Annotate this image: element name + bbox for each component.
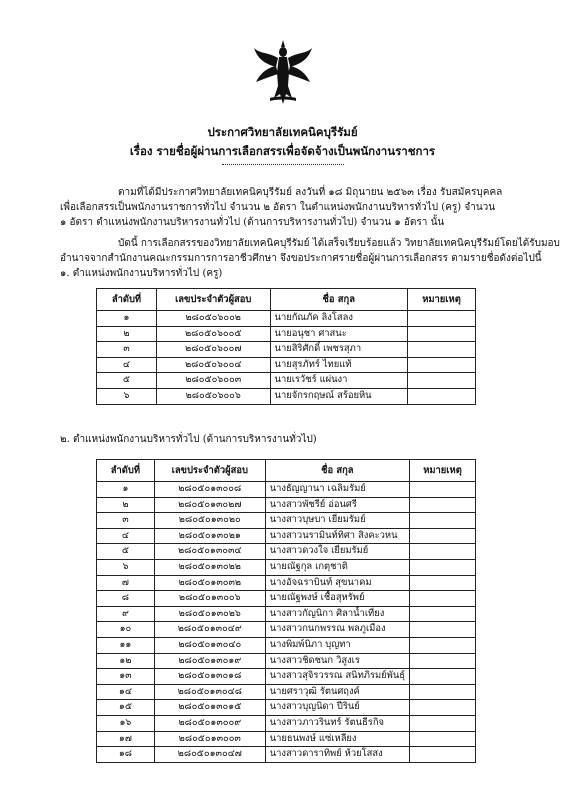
table-position-general-admin (96, 459, 476, 763)
section-2-heading: ๒. ตำแหน่งพนักงานบริหารทั่วไป (ด้านการบริหารงานทั่วไป) (60, 434, 317, 445)
table-row (97, 342, 476, 358)
announcement-title: ประกาศวิทยาลัยเทคนิคบุรีรัมย์ (207, 125, 358, 139)
table-row (97, 684, 476, 700)
candidate-name: นางสาวนรามินท์ทิศา สิงคะวหน (265, 528, 409, 544)
candidate-id: ๒๘๐๕๐๑๓๐๔๙ (154, 622, 265, 638)
table-row (97, 373, 476, 389)
row-number: ๑๔ (97, 684, 155, 700)
row-note (407, 357, 475, 373)
table-row (97, 497, 476, 513)
row-number: ๒ (97, 497, 155, 513)
paragraph-2-line-2: อำนาจจากสำนักงานคณะกรรมการการอาชีวศึกษา จึงขอประกาศรายชื่อผู้ผ่านการเลือกสรร ตามรายชื่อดังต่อไปนี้ (60, 253, 542, 264)
header-name: ชื่อ สกุล (270, 289, 407, 311)
candidate-name: นายจักรกฤษณ์ สร้อยหิน (270, 388, 407, 404)
candidate-id: ๒๘๐๕๐๑๓๐๑๙ (154, 653, 265, 669)
candidate-name: นายสิริศักดิ์ เพชรสุภา (270, 342, 407, 358)
table-row (97, 591, 476, 607)
announcement-subject: เรื่อง รายชื่อผู้ผ่านการเลือกสรรเพื่อจัดจ้างเป็นพนักงานราชการ (129, 144, 436, 158)
candidate-name: นายอนุชา ศาสนะ (270, 326, 407, 342)
candidate-id: ๒๘๐๕๐๑๓๐๔๘ (154, 684, 265, 700)
candidate-id: ๒๘๐๕๐๑๓๐๓๒ (154, 575, 265, 591)
row-note (407, 373, 475, 389)
row-note (409, 700, 475, 716)
table-row (97, 715, 476, 731)
row-note (409, 513, 475, 529)
candidate-name: นางสาวกนกพรรณ พลภูเมือง (265, 622, 409, 638)
candidate-id: ๒๘๐๕๐๑๓๐๔๗ (154, 747, 265, 763)
table-row (97, 669, 476, 685)
candidate-name: นายณัฐพงษ์ เชื้อสุหรัพย์ (265, 591, 409, 607)
table-row (97, 575, 476, 591)
table-header-row (97, 460, 476, 482)
row-note (409, 482, 475, 498)
header-name: ชื่อ สกุล (265, 460, 409, 482)
row-number: ๔ (97, 528, 155, 544)
candidate-id: ๒๘๐๕๐๑๓๐๒๗ (154, 497, 265, 513)
table-row (97, 653, 476, 669)
candidate-name: นายธนพงษ์ แซ่เหลียง (265, 731, 409, 747)
row-number: ๖ (97, 388, 157, 404)
row-note (409, 684, 475, 700)
row-note (409, 544, 475, 560)
candidate-name: นางสาวพัชรีย์ อ่อนศรี (265, 497, 409, 513)
table-row (97, 482, 476, 498)
row-note (407, 342, 475, 358)
row-note (407, 388, 475, 404)
title-divider (222, 164, 344, 165)
table-row (97, 606, 476, 622)
table-row (97, 388, 476, 404)
row-number: ๑๘ (97, 747, 155, 763)
candidate-id: ๒๘๐๕๐๑๓๐๐๘ (154, 482, 265, 498)
row-note (409, 559, 475, 575)
header-num: ลำดับที่ (97, 460, 155, 482)
candidate-id: ๒๘๐๕๐๖๐๐๕ (156, 326, 270, 342)
row-note (409, 622, 475, 638)
candidate-id: ๒๘๐๕๐๖๐๐๓ (156, 373, 270, 389)
header-note: หมายเหตุ (409, 460, 475, 482)
row-number: ๓ (97, 513, 155, 529)
candidate-id: ๒๘๐๕๐๖๐๐๖ (156, 388, 270, 404)
header-id: เลขประจำตัวผู้สอบ (156, 289, 270, 311)
candidate-name: นางสาวชิดชนก วิสูงเร (265, 653, 409, 669)
table-row (97, 622, 476, 638)
header-note: หมายเหตุ (407, 289, 475, 311)
table-row (97, 700, 476, 716)
candidate-name: นางธัญญานา เฉลิมรัมย์ (265, 482, 409, 498)
candidate-name: นางสาวดวงใจ เยี่ยมรัมย์ (265, 544, 409, 560)
candidate-id: ๒๘๐๕๐๑๓๐๔๐ (154, 637, 265, 653)
candidate-name: นางสาวกัญนิกา ศิลาน้ำเที่ยง (265, 606, 409, 622)
row-number: ๘ (97, 591, 155, 607)
candidate-name: นายเรวัชร์ แผ่นงา (270, 373, 407, 389)
row-note (407, 326, 475, 342)
paragraph-1-line-2: เพื่อเลือกสรรเป็นพนักงานราชการทั่วไป จำนวน ๒ อัตรา ในตำแหน่งพนักงานบริหารทั่วไป (ครู) จำนวน (60, 202, 496, 213)
candidate-name: นางพิมพ์นิภา บุญทา (265, 637, 409, 653)
candidate-id: ๒๘๐๕๐๑๓๐๓๔ (154, 544, 265, 560)
table-header-row (97, 289, 476, 311)
row-number: ๑ (97, 482, 155, 498)
table-row (97, 637, 476, 653)
paragraph-1-line-1: ตามที่ได้มีประกาศวิทยาลัยเทคนิคบุรีรัมย์ ลงวันที่ ๑๘ มิถุนายน ๒๕๖๓ เรื่อง รับสมัครบุคคล (118, 187, 503, 198)
candidate-id: ๒๘๐๕๐๑๓๐๒๖ (154, 606, 265, 622)
table-row (97, 747, 476, 763)
table-row (97, 731, 476, 747)
table-position-teacher (96, 288, 476, 405)
candidate-name: นางสาวบุญนิดา ปีรินย์ (265, 700, 409, 716)
header-id: เลขประจำตัวผู้สอบ (154, 460, 265, 482)
row-note (409, 528, 475, 544)
row-note (407, 311, 475, 327)
row-number: ๓ (97, 342, 157, 358)
candidate-name: นางสาวสุจิรวรรณ สนิทภิรมย์พันธุ์ (265, 669, 409, 685)
row-number: ๕ (97, 544, 155, 560)
candidate-name: นายสุรภัทร์ ไทยแท้ (270, 357, 407, 373)
row-number: ๖ (97, 559, 155, 575)
row-number: ๑๗ (97, 731, 155, 747)
candidate-id: ๒๘๐๕๐๑๓๐๑๕ (154, 700, 265, 716)
row-note (409, 715, 475, 731)
row-note (409, 606, 475, 622)
table-row (97, 311, 476, 327)
header-num: ลำดับที่ (97, 289, 157, 311)
table-row (97, 559, 476, 575)
row-number: ๑๐ (97, 622, 155, 638)
row-note (409, 591, 475, 607)
row-note (409, 497, 475, 513)
candidate-id: ๒๘๐๕๐๖๐๐๔ (156, 357, 270, 373)
candidate-id: ๒๘๐๕๐๑๓๐๒๑ (154, 528, 265, 544)
candidate-name: นางสาวดาราทิพย์ ห้วยโสสง (265, 747, 409, 763)
row-number: ๒ (97, 326, 157, 342)
table-row (97, 544, 476, 560)
row-number: ๑๓ (97, 669, 155, 685)
table-row (97, 326, 476, 342)
row-number: ๕ (97, 373, 157, 389)
table-row (97, 528, 476, 544)
table-row (97, 513, 476, 529)
row-number: ๑๖ (97, 715, 155, 731)
candidate-name: นายกัณภัค ลิงโสลง (270, 311, 407, 327)
paragraph-1-line-3: ๑ อัตรา ตำแหน่งพนักงานบริหารงานทั่วไป (ด้านการบริหารงานทั่วไป) จำนวน ๑ อัตรา นั้น (60, 217, 445, 228)
garuda-emblem (252, 38, 314, 108)
candidate-name: นางอัจฉราบินท์ สุขนาคม (265, 575, 409, 591)
candidate-name: นางสาวบุษบา เยี่ยมรัมย์ (265, 513, 409, 529)
candidate-id: ๒๘๐๕๐๖๐๐๗ (156, 342, 270, 358)
row-number: ๙ (97, 606, 155, 622)
row-number: ๑๕ (97, 700, 155, 716)
row-note (409, 575, 475, 591)
row-number: ๗ (97, 575, 155, 591)
candidate-name: นายศราวุฒิ รัตนศฤงค์ (265, 684, 409, 700)
candidate-id: ๒๘๐๕๐๑๓๐๐๖ (154, 591, 265, 607)
candidate-id: ๒๘๐๕๐๑๓๐๑๘ (154, 669, 265, 685)
candidate-id: ๒๘๐๕๐๑๓๐๐๓ (154, 731, 265, 747)
row-note (409, 669, 475, 685)
candidate-name: นายณัฐกุล เกตุชาติ (265, 559, 409, 575)
candidate-id: ๒๘๐๕๐๑๓๐๒๒ (154, 559, 265, 575)
row-note (409, 637, 475, 653)
candidate-id: ๒๘๐๕๐๖๐๐๒ (156, 311, 270, 327)
candidate-id: ๒๘๐๕๐๑๓๐๐๙ (154, 715, 265, 731)
row-number: ๑ (97, 311, 157, 327)
row-note (409, 653, 475, 669)
row-number: ๔ (97, 357, 157, 373)
candidate-name: นางสาวภาวรินทร์ รัตนธีรกิจ (265, 715, 409, 731)
table-row (97, 357, 476, 373)
row-number: ๑๑ (97, 637, 155, 653)
row-note (409, 731, 475, 747)
candidate-id: ๒๘๐๕๐๑๓๐๒๐ (154, 513, 265, 529)
row-note (409, 747, 475, 763)
section-1-heading: ๑. ตำแหน่งพนักงานบริหารทั่วไป (ครู) (60, 268, 223, 279)
paragraph-2-line-1: บัดนี้ การเลือกสรรของวิทยาลัยเทคนิคบุรีรัมย์ ได้เสร็จเรียบร้อยแล้ว วิทยาลัยเทคนิคบุรีรัมย์โดยได้รับมอบ (118, 238, 560, 249)
row-number: ๑๒ (97, 653, 155, 669)
